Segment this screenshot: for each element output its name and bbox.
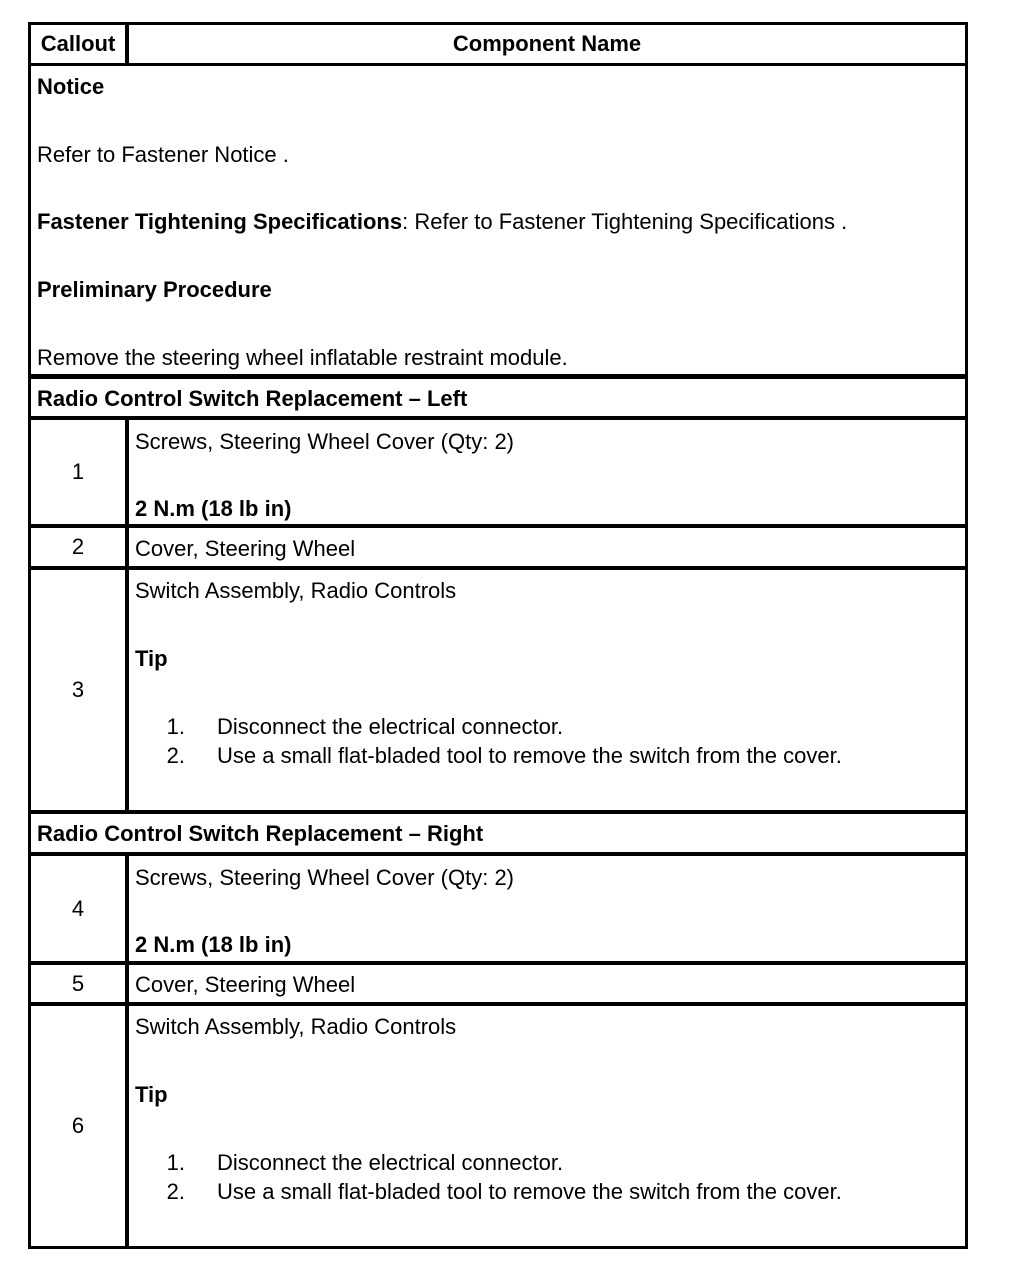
torque-spec: 2 N.m (18 lb in) (135, 496, 292, 521)
component-name: Screws, Steering Wheel Cover (Qty: 2) (135, 429, 515, 454)
table-row (28, 567, 968, 813)
row-content (129, 570, 965, 810)
row-callout: 1 (31, 420, 129, 524)
fastener-spec-text: : Refer to Fastener Tightening Specifications . (402, 209, 848, 234)
notice-line: Refer to Fastener Notice . (37, 142, 289, 167)
section-left-title: Radio Control Switch Replacement – Left (37, 386, 468, 411)
row-callout: 5 (31, 965, 129, 1002)
step-text: Disconnect the electrical connector. (217, 714, 564, 739)
section-heading-left (28, 376, 968, 419)
row-callout: 4 (31, 856, 129, 961)
fastener-spec-label: Fastener Tightening Specifications (37, 209, 403, 234)
header-component-name: Component Name (452, 31, 642, 56)
tip-step (135, 743, 842, 769)
preliminary-title: Preliminary Procedure (37, 277, 272, 302)
row-content (129, 965, 965, 1002)
component-name: Cover, Steering Wheel (135, 536, 356, 561)
row-callout: 6 (31, 1006, 129, 1246)
section-heading-right (28, 811, 968, 855)
row-content (129, 420, 965, 524)
step-number: 1. (166, 714, 185, 739)
table-row (28, 853, 968, 964)
tip-title: Tip (135, 646, 168, 671)
tip-title: Tip (135, 1082, 168, 1107)
step-number: 2. (166, 1179, 185, 1204)
notice-title: Notice (37, 74, 105, 99)
step-text: Disconnect the electrical connector. (217, 1150, 564, 1175)
tip-step (135, 1179, 842, 1205)
component-name: Screws, Steering Wheel Cover (Qty: 2) (135, 865, 515, 890)
tip-step (135, 1150, 563, 1176)
component-name: Cover, Steering Wheel (135, 972, 356, 997)
row-content (129, 856, 965, 961)
torque-spec: 2 N.m (18 lb in) (135, 932, 292, 957)
table-row (28, 962, 968, 1005)
step-text: Use a small flat-bladed tool to remove the switch from the cover. (217, 743, 842, 768)
row-content (129, 1006, 965, 1246)
preliminary-text: Remove the steering wheel inflatable restraint module. (37, 345, 568, 370)
header-callout: Callout (31, 25, 129, 63)
notice-block (28, 63, 968, 377)
row-callout: 2 (31, 528, 129, 566)
component-name: Switch Assembly, Radio Controls (135, 1014, 457, 1039)
step-number: 1. (166, 1150, 185, 1175)
row-callout: 3 (31, 570, 129, 810)
table-header-row (28, 22, 968, 66)
tip-step (135, 714, 563, 740)
section-right-title: Radio Control Switch Replacement – Right (37, 821, 484, 846)
step-number: 2. (166, 743, 185, 768)
table-row (28, 1003, 968, 1249)
table-row (28, 417, 968, 527)
step-text: Use a small flat-bladed tool to remove the switch from the cover. (217, 1179, 842, 1204)
fastener-spec-line (37, 209, 847, 235)
table-row (28, 525, 968, 569)
component-name: Switch Assembly, Radio Controls (135, 578, 457, 603)
row-content (129, 528, 965, 566)
